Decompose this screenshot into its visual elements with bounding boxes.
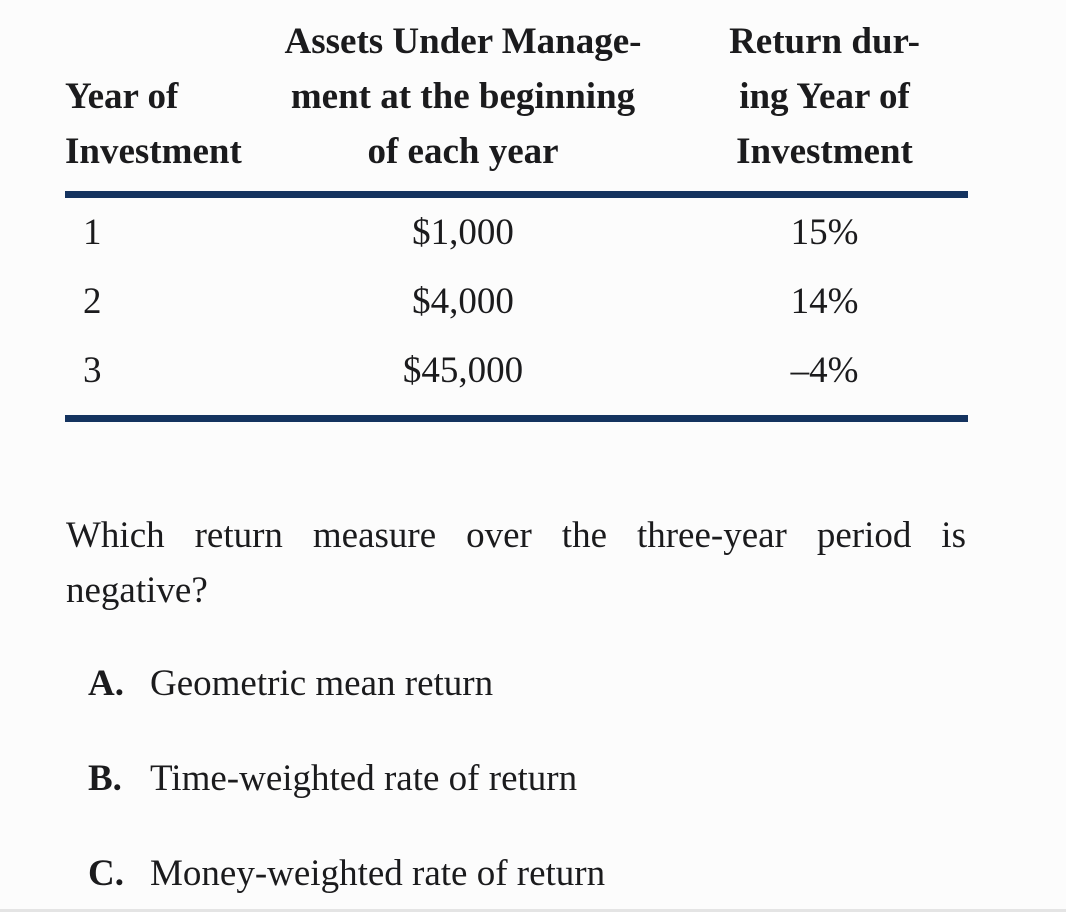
header-line: Assets Under Manage- [284,21,642,62]
table-header [65,14,968,195]
header-line: Return dur- [729,21,920,62]
answer-options [0,663,1066,895]
header-line: ment at the beginning [290,76,636,117]
header-line: of each year [367,131,559,172]
answer-option-a [88,663,1066,705]
investment-returns-table [65,14,968,422]
table-cell-year: 1 [83,212,102,253]
header-line: Investment [65,131,242,172]
header-line: Investment [736,131,913,172]
table-cell-aum: $4,000 [412,281,514,322]
option-text: Money-weighted rate of return [150,853,606,894]
answer-option-b [88,758,1066,800]
table-row [65,336,968,419]
table-cell-return: –4% [790,350,859,391]
answer-option-c [88,853,1066,895]
table-cell-return: 15% [790,212,859,253]
table-cell-year: 3 [83,350,102,391]
column-header-assets-under-management [245,14,681,195]
table-row [65,267,968,336]
table-cell-year: 2 [83,281,102,322]
option-letter: B. [88,758,122,799]
header-line: Year of [65,76,179,117]
table-header-row [65,14,968,195]
table-body [65,195,968,419]
question-line: negative? [66,570,208,611]
column-header-return-during-year [681,14,968,195]
question-line: Which return measure over the three-year period is [66,515,966,556]
option-text: Geometric mean return [150,663,494,704]
table-row [65,195,968,268]
column-header-year-of-investment [65,14,245,195]
option-letter: A. [88,663,124,704]
question-text [66,508,966,618]
option-text: Time-weighted rate of return [150,758,578,799]
table-cell-aum: $1,000 [412,212,514,253]
table-cell-aum: $45,000 [402,350,524,391]
option-letter: C. [88,853,124,894]
table-cell-return: 14% [790,281,859,322]
header-line: ing Year of [739,76,910,117]
